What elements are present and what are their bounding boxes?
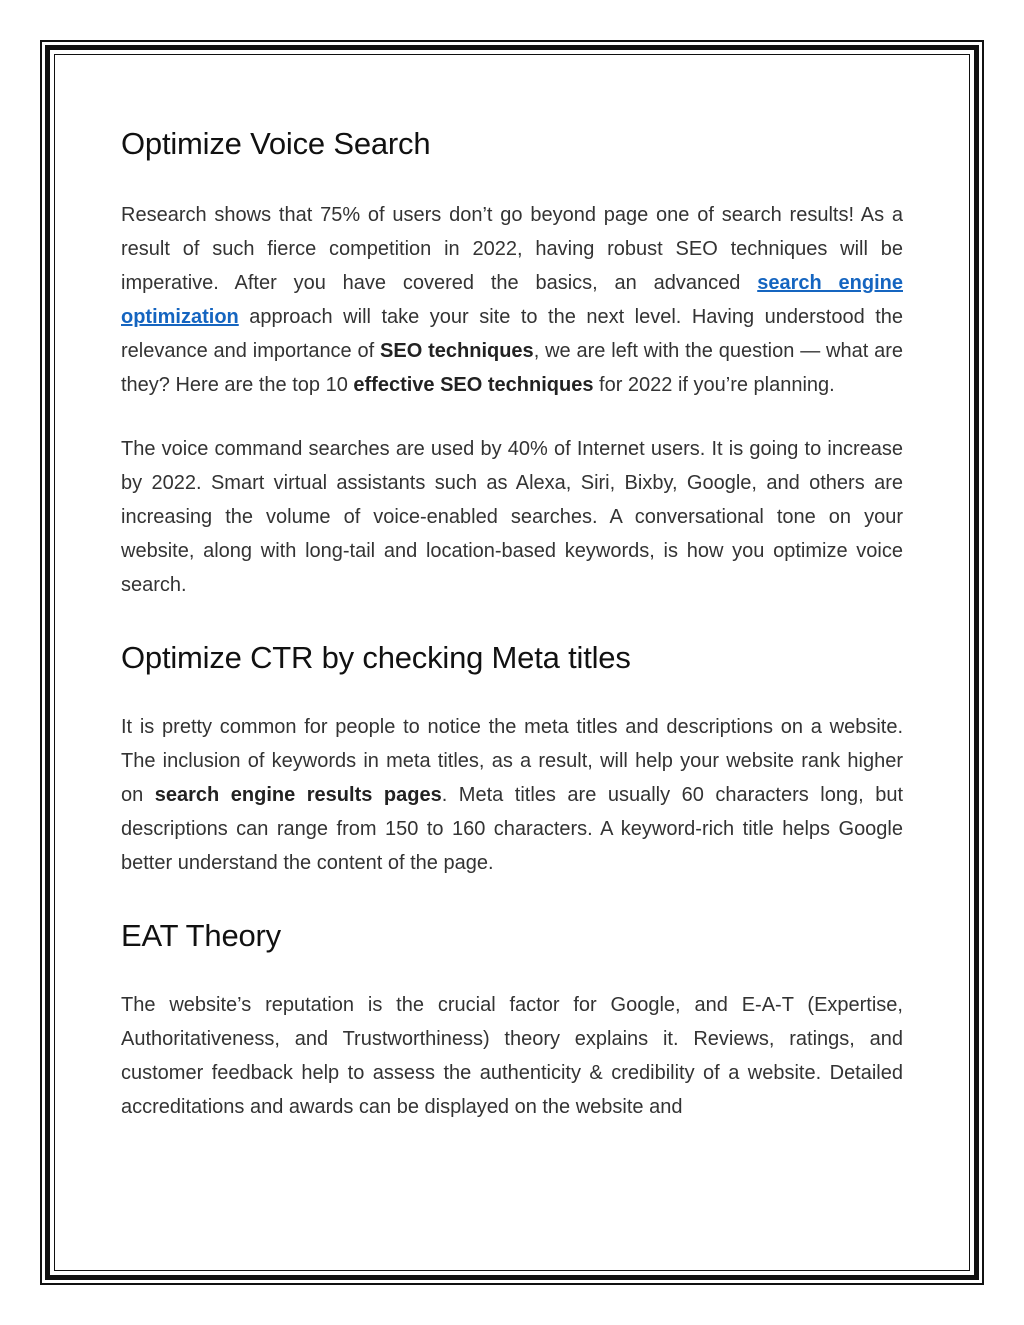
heading-optimize-ctr: Optimize CTR by checking Meta titles	[121, 640, 631, 675]
text-run: approach will take your site to the next level. Having understood the relevance and importance of	[121, 306, 903, 362]
text-run: . Meta titles are usually 60 characters long, but descriptions can range from 150 to 160 characters. A keyword-rich title helps Google better understand the content of the page.	[121, 784, 903, 874]
document-body	[121, 122, 903, 1124]
paragraph-meta-titles	[121, 710, 903, 880]
paragraph-seo-intro	[121, 198, 903, 402]
paragraph-voice-search: The voice command searches are used by 40% of Internet users. It is going to increase by 2022. Smart virtual assistants such as Alexa, Siri, Bixby, Google, and others are increasing the volume of voice-enabled searches. A conversational tone on your website, along with long-tail and location-based keywords, is how you optimize voice search.	[121, 438, 903, 596]
bold-search-engine-results-pages: search engine results pages	[154, 784, 442, 806]
heading-eat-theory: EAT Theory	[121, 918, 281, 953]
text-run: for 2022 if you’re planning.	[593, 374, 835, 396]
text-run: It is pretty common for people to notice the meta titles and descriptions on a website. The inclusion of keywords in meta titles, as a result, will help your website rank higher on	[121, 716, 903, 806]
heading-optimize-voice-search: Optimize Voice Search	[121, 126, 431, 161]
paragraph-eat-theory: The website’s reputation is the crucial factor for Google, and E-A-T (Expertise, Authoritativeness, and Trustworthiness) theory explains it. Reviews, ratings, and customer feedback help to assess the authenticity & credibility of a website. Detailed accreditations and awards can be displayed on the website and	[121, 994, 903, 1118]
text-run: , we are left with the question — what are they? Here are the top 10	[121, 340, 904, 396]
bold-effective-seo-techniques: effective SEO techniques	[353, 374, 594, 396]
text-run: Research shows that 75% of users don’t go beyond page one of search results! As a result of such fierce competition in 2022, having robust SEO techniques will be imperative. After you have covered the basics, an advanced	[121, 204, 903, 294]
search-engine-optimization-link[interactable]: search engine optimization	[121, 272, 903, 328]
bold-seo-techniques: SEO techniques	[380, 340, 534, 362]
